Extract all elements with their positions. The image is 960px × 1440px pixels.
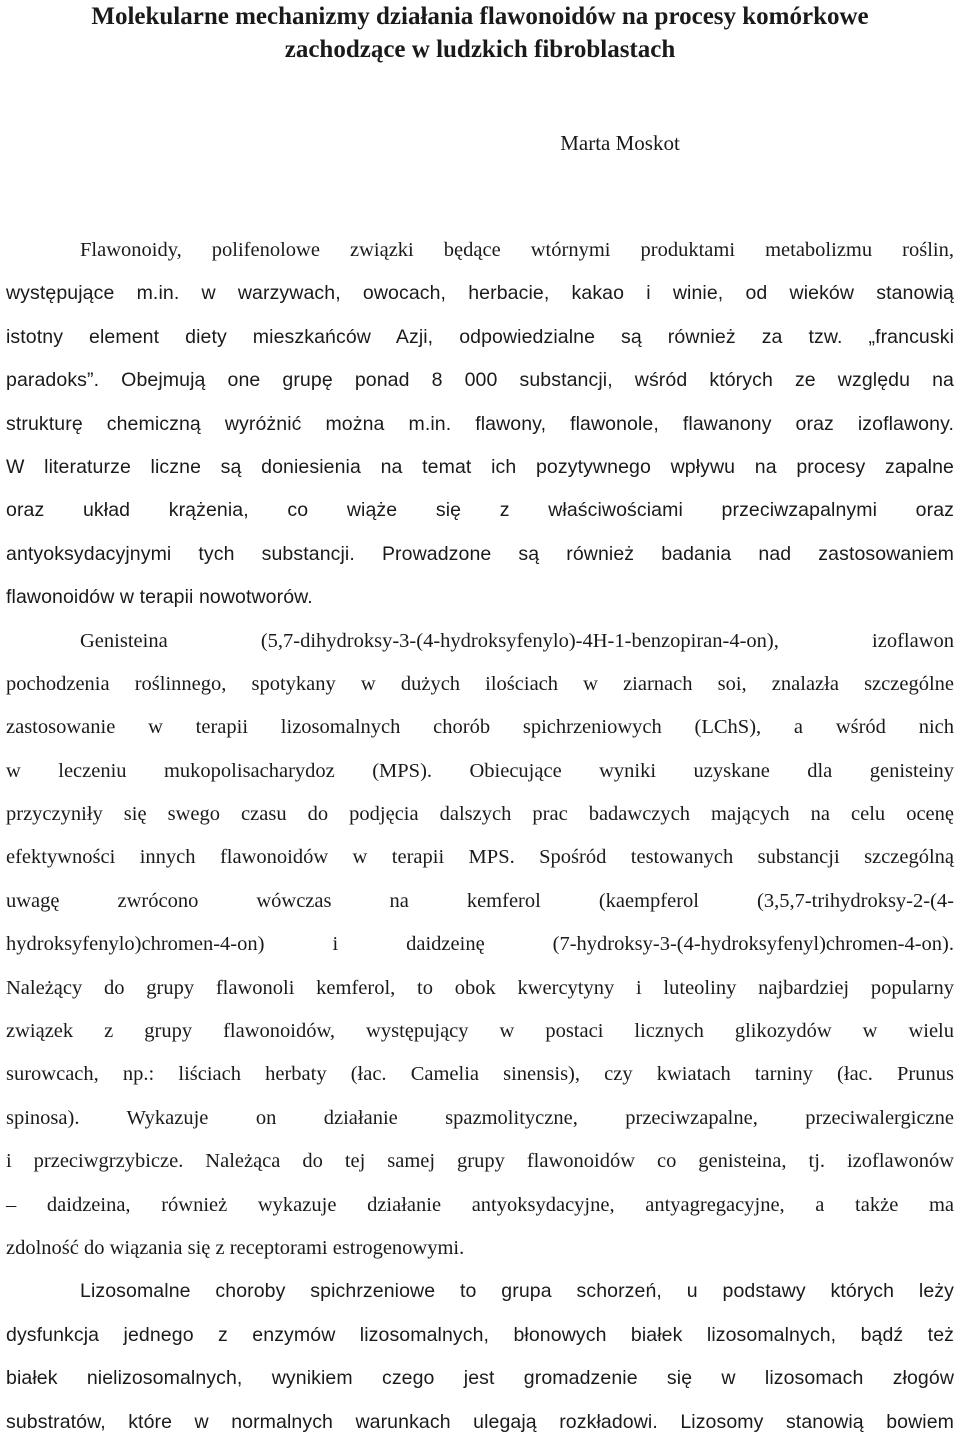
text-line: paradoks”. Obejmują one grupę ponad 8 000 substancji, wśród których ze względu na [6,369,954,392]
author-name: Marta Moskot [560,131,680,155]
text-line: hydroksyfenylo)chromen-4-on) i daidzeinę (7-hydroksy-3-(4-hydroksyfenyl)chromen-4-on). [6,933,954,956]
text-line: przyczyniły się swego czasu do podjęcia dalszych prac badawczych mających na celu ocenę [6,803,954,826]
text-line: Genisteina (5,7-dihydroksy-3-(4-hydroksyfenylo)-4H-1-benzopiran-4-on), izoflawon [80,629,954,652]
title-line: Molekularne mechanizmy działania flawonoidów na procesy komórkowe [91,3,869,30]
text-line: istotny element diety mieszkańców Azji, odpowiedzialne są również za tzw. „francuski [6,325,954,348]
paragraph-2 [6,620,954,1271]
document-body [6,229,954,1440]
text-line: Lizosomalne choroby spichrzeniowe to grupa schorzeń, u podstawy których leży [80,1280,954,1303]
text-line: w leczeniu mukopolisacharydoz (MPS). Obiecujące wyniki uzyskane dla genisteiny [6,759,954,782]
text-line: związek z grupy flawonoidów, występujący w postaci licznych glikozydów w wielu [6,1020,954,1043]
text-line: występujące m.in. w warzywach, owocach, herbacie, kakao i winie, od wieków stanowią [6,282,954,305]
text-line: dysfunkcja jednego z enzymów lizosomalnych, błonowych białek lizosomalnych, bądź też [6,1323,954,1346]
text-line: – daidzeina, również wykazuje działanie antyoksydacyjne, antyagregacyjne, a także ma [6,1193,954,1216]
text-line: Należący do grupy flawonoli kemferol, to obok kwercytyny i luteoliny najbardziej popularny [6,976,954,999]
text-line: flawonoidów w terapii nowotworów. [6,586,313,609]
text-line: i przeciwgrzybicze. Należąca do tej samej grupy flawonoidów co genisteina, tj. izoflawonów [6,1150,954,1173]
text-line: strukturę chemiczną wyróżnić można m.in. flawony, flawonole, flawanony oraz izoflawony. [6,412,954,435]
text-line: surowcach, np.: liściach herbaty (łac. Camelia sinensis), czy kwiatach tarniny (łac. Prunus [6,1063,954,1086]
text-line: efektywności innych flawonoidów w terapii MPS. Spośród testowanych substancji szczególną [6,846,954,869]
text-line: zastosowanie w terapii lizosomalnych chorób spichrzeniowych (LChS), a wśród nich [6,716,954,739]
title-line: zachodzące w ludzkich fibroblastach [284,36,676,63]
text-line: substratów, które w normalnych warunkach ulegają rozkładowi. Lizosomy stanowią bowiem [6,1410,954,1433]
text-line: W literaturze liczne są doniesienia na temat ich pozytywnego wpływu na procesy zapalne [6,455,954,478]
paragraph-3 [6,1270,954,1440]
paragraph-1 [6,229,954,620]
text-line: zdolność do wiązania się z receptorami estrogenowymi. [6,1236,465,1259]
text-line: białek nielizosomalnych, wynikiem czego jest gromadzenie się w lizosomach złogów [6,1367,954,1390]
document-title [0,0,960,66]
text-line: pochodzenia roślinnego, spotykany w dużych ilościach w ziarnach soi, znalazła szczególne [6,672,954,695]
text-line: oraz układ krążenia, co wiąże się z właściwościami przeciwzapalnymi oraz [6,499,954,522]
text-line: uwagę zwrócono wówczas na kemferol (kaempferol (3,5,7-trihydroksy-2-(4- [6,889,954,912]
text-line: antyoksydacyjnymi tych substancji. Prowadzone są również badania nad zastosowaniem [6,542,954,565]
text-line: Flawonoidy, polifenolowe związki będące wtórnymi produktami metabolizmu roślin, [80,239,954,261]
text-line: spinosa). Wykazuje on działanie spazmolityczne, przeciwzapalne, przeciwalergiczne [6,1106,954,1129]
